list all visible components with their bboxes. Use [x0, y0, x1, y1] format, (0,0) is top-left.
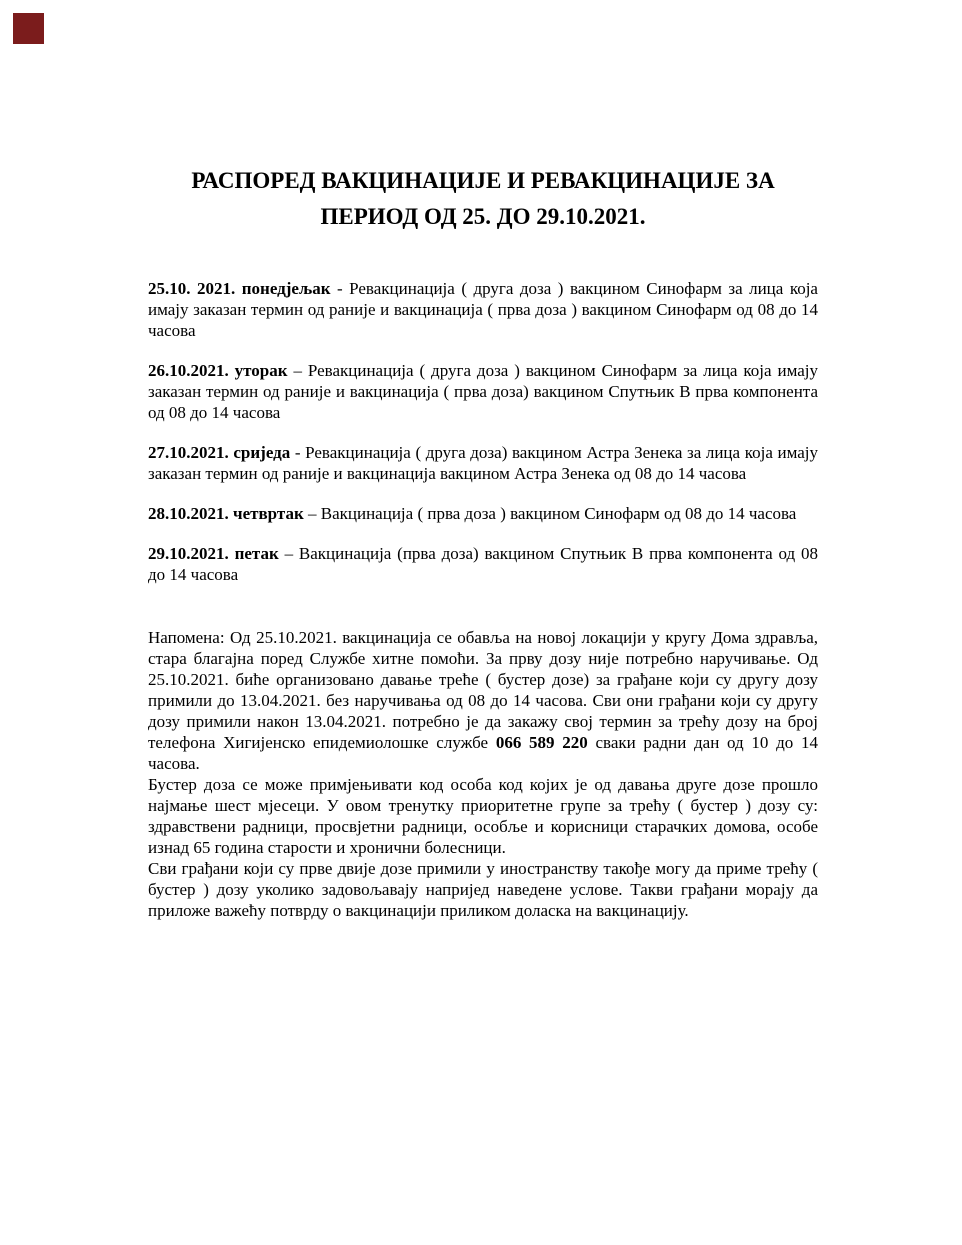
page-title-line2: ПЕРИОД ОД 25. ДО 29.10.2021.: [320, 204, 646, 229]
page-title-line1: РАСПОРЕД ВАКЦИНАЦИЈЕ И РЕВАКЦИНАЦИЈЕ ЗА: [191, 168, 775, 193]
note-section: [148, 627, 818, 921]
schedule-text-thursday: – Вакцинација ( прва доза ) вакцином Синофарм од 08 до 14 часова: [303, 504, 797, 523]
schedule-entry-friday: [148, 543, 818, 585]
schedule-section: [148, 278, 818, 585]
note-paragraph-location: [148, 627, 818, 774]
corner-marker: [13, 13, 44, 44]
note-text-after-phone: сваки радни дан од 10 до 14 часова.: [148, 733, 818, 773]
schedule-text-friday: – Вакцинација (прва доза) вакцином Спутњик В прва компонента од 08 до 14 часова: [148, 544, 818, 584]
schedule-entry-wednesday: [148, 442, 818, 484]
schedule-date-friday: 29.10.2021. петак: [148, 544, 279, 563]
schedule-date-wednesday: 27.10.2021. сриједа: [148, 443, 291, 462]
schedule-entry-tuesday: [148, 360, 818, 423]
schedule-text-monday: - Ревакцинација ( друга доза ) вакцином Синофарм за лица која имају заказан термин од раније и вакцинација ( прва доза ) вакцином Синофарм од 08 до 14 часова: [148, 279, 818, 340]
note-text-before-phone: Напомена: Од 25.10.2021. вакцинација се обавља на новој локацији у кругу Дома здравља, стара благајна поред Службе хитне помоћи. За прву дозу није потребно наручивање. Од 25.10.2021. биће организовано давање треће ( бустер дозе) за грађане који су другу дозу примили до 13.04.2021. без наручивања од 08 до 14 часова. Сви они грађани који су другу дозу примили након 13.04.2021. потребно је да закажу свој термин за трећу дозу на број телефона Хигијенско епидемиолошке службе: [148, 628, 818, 752]
schedule-text-tuesday: – Ревакцинација ( друга доза ) вакцином Синофарм за лица која имају заказан термин од раније и вакцинација ( прва доза) вакцином Спутњик В прва компонента од 08 до 14 часова: [148, 361, 818, 422]
schedule-date-tuesday: 26.10.2021. уторак: [148, 361, 288, 380]
schedule-entry-monday: [148, 278, 818, 341]
schedule-text-wednesday: - Ревакцинација ( друга доза) вакцином Астра Зенека за лица која имају заказан термин од раније и вакцинација вакцином Астра Зенека од 08 до 14 часова: [148, 443, 818, 483]
schedule-date-thursday: 28.10.2021. четвртак: [148, 504, 304, 523]
document-content: [148, 163, 818, 921]
phone-number: 066 589 220: [495, 733, 588, 752]
note-paragraph-booster: Бустер доза се може примјењивати код особа код којих је од давања друге дозе прошло најмање шест мјесеци. У овом тренутку приоритетне групе за трећу ( бустер ) дозу су: здравствени радници, просвјетни радници, особље и корисници старачких домова, особе изнад 65 година старости и хронични болесници.: [148, 775, 818, 857]
schedule-entry-thursday: [148, 503, 818, 524]
schedule-date-monday: 25.10. 2021. понедјељак: [148, 279, 331, 298]
page-title: [148, 163, 818, 235]
note-paragraph-foreign: Сви грађани који су прве двије дозе примили у иностранству такође могу да приме трећу ( бустер ) дозу уколико задовољавају напријед наведене услове. Такви грађани морају да приложе важећу потврду о вакцинацији приликом доласка на вакцинацију.: [148, 859, 818, 920]
